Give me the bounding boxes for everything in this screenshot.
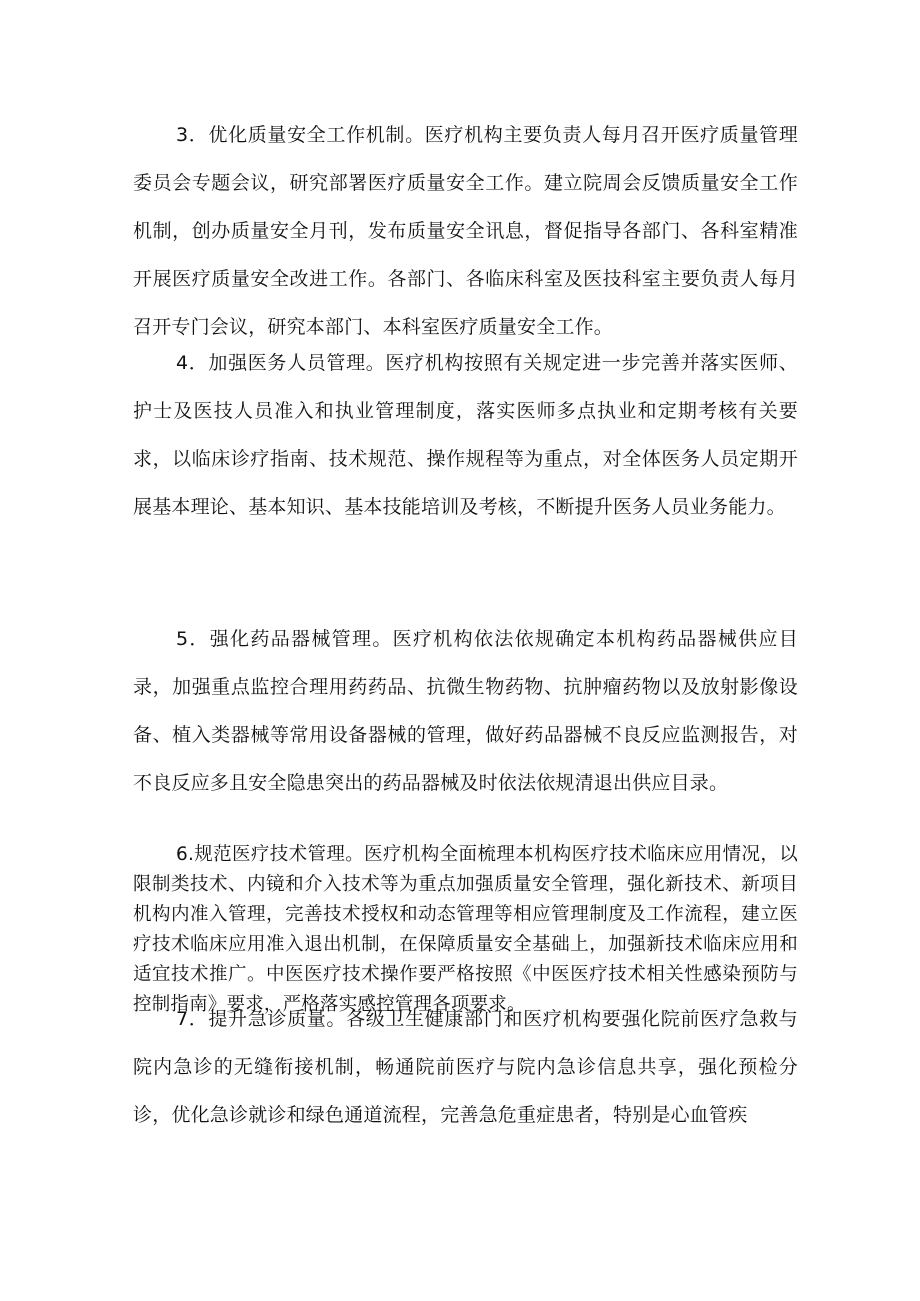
paragraph-7: 7．提升急诊质量。各级卫生健康部门和医疗机构要强化院前医疗急救与院内急诊的无缝衔接机制，畅通院前医疗与院内急诊信息共享，强化预检分诊，优化急诊就诊和绿色通道流程，完善急危重症患者，特别是心血管疾 — [133, 1008, 798, 1126]
paragraph-6: 6.规范医疗技术管理。医疗机构全面梳理本机构医疗技术临床应用情况，以限制类技术、内镜和介入技术等为重点加强质量安全管理，强化新技术、新项目机构内准入管理，完善技术授权和动态管理等相应管理制度及工作流程，建立医疗技术临床应用准入退出机制，在保障质量安全基础上，加强新技术临床应用和适宜技术推广。中医医疗技术操作要严格按照《中医医疗技术相关性感染预防与控制指南》要求，严格落实感控管理各项要求。 — [133, 844, 798, 1015]
paragraph-3: 3．优化质量安全工作机制。医疗机构主要负责人每月召开医疗质量管理委员会专题会议，研究部署医疗质量安全工作。建立院周会反馈质量安全工作机制，创办质量安全月刊，发布质量安全讯息，督促指导各部门、各科室精准开展医疗质量安全改进工作。各部门、各临床科室及医技科室主要负责人每月召开专门会议，研究本部门、本科室医疗质量安全工作。 — [133, 124, 798, 338]
paragraph-5: 5．强化药品器械管理。医疗机构依法依规确定本机构药品器械供应目录，加强重点监控合理用药药品、抗微生物药物、抗肿瘤药物以及放射影像设备、植入类器械等常用设备器械的管理，做好药品器械不良反应监测报告，对不良反应多且安全隐患突出的药品器械及时依法依规清退出供应目录。 — [133, 628, 798, 794]
paragraph-4: 4．加强医务人员管理。医疗机构按照有关规定进一步完善并落实医师、护士及医技人员准入和执业管理制度，落实医师多点执业和定期考核有关要求，以临床诊疗指南、技术规范、操作规程等为重点，对全体医务人员定期开展基本理论、基本知识、基本技能培训及考核，不断提升医务人员业务能力。 — [133, 352, 798, 518]
